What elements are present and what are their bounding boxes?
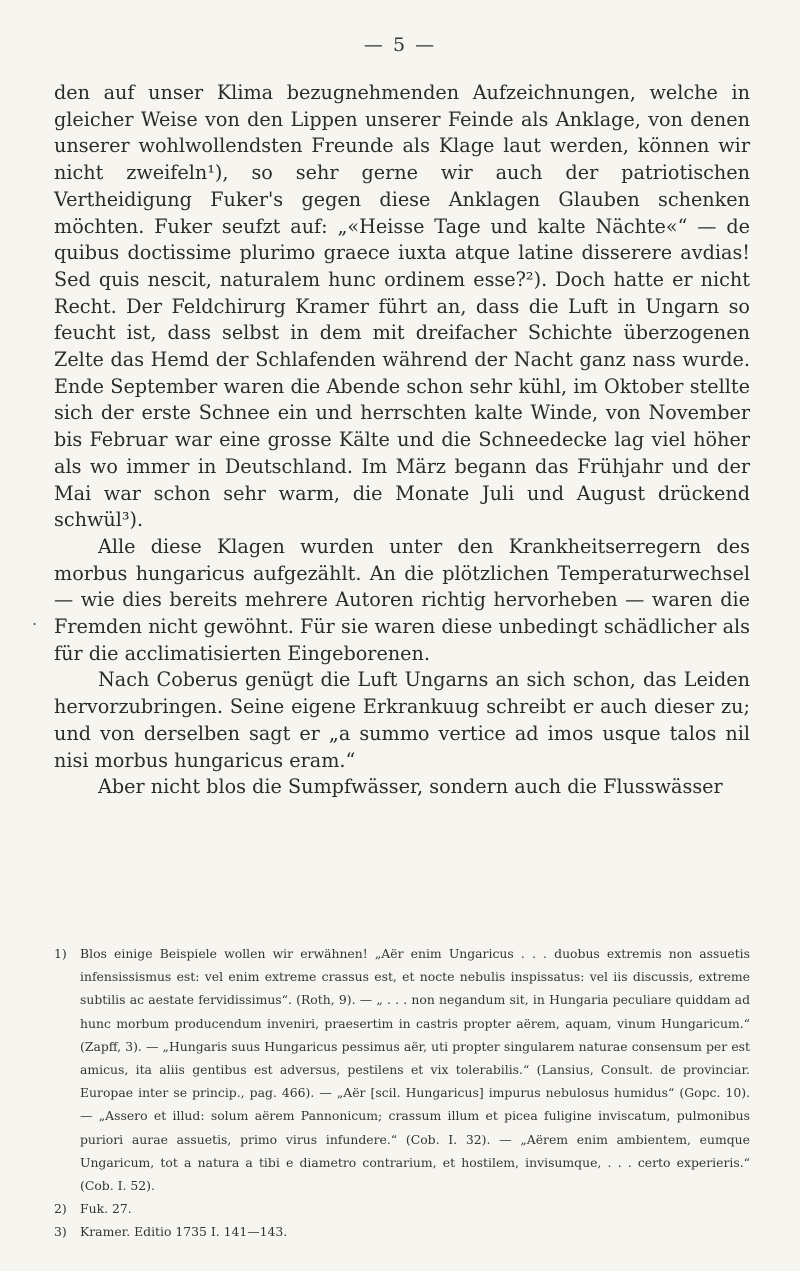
footnote-mark: 1) — [54, 946, 67, 961]
margin-mark: . — [32, 610, 38, 629]
page-number: — 5 — — [363, 34, 437, 56]
paragraph: Alle diese Klagen wurden unter den Krankheitserregern des morbus hungaricus aufgezählt. An die plötzlichen Temperaturwechsel — wie dies bereits mehrere Autoren richtig hervorheben — waren die Fremden nicht gewöhnt. Für sie waren diese unbedingt schädlicher als für die acclimatisierten Eingeborenen. — [54, 534, 750, 665]
main-text — [54, 80, 750, 801]
footnote — [54, 1220, 750, 1243]
footnotes — [54, 942, 750, 1244]
footnote-text: Blos einige Beispiele wollen wir erwähnen! „Aër enim Ungaricus . . . duobus extremis non assuetis infensissismus est: vel enim extreme crassus est, et nocte nebulis inspissatus: vel iis discussis, extreme subtilis ac aestate fervidissimus“. (Roth, 9). — „ . . . non negandum sit, in Hungaria peculiare quiddam ad hunc morbum producendum inveniri, praesertim in castris propter aërem, aquam, vinum Hungaricum.“ (Zapff, 3). — „Hungaris suus Hungaricus pessimus aër, uti propter singularem naturae consensum per est amicus, ita aliis gentibus est adversus, pestilens et vix tolerabilis.“ (Lansius, Consult. de provinciar. Europae inter se princip., pag. 466). — „Aër [scil. Hungaricus] impurus nebulosus humidus“ (Gopc. 10). — „Assero et illud: solum aërem Pannonicum; crassum illum et picea fuligine inviscatum, pulmonibus puriori aurae assuetis, primo virus infundere.“ (Cob. I. 32). — „Aërem enim ambientem, eumque Ungaricum, tot a natura a tibi e diametro contrarium, et hostilem, invisumque, . . . certo experieris.“ (Cob. I. 52). — [80, 946, 750, 1194]
footnote — [54, 1197, 750, 1220]
paragraph: Aber nicht blos die Sumpfwässer, sondern auch die Flusswässer — [98, 775, 723, 799]
footnote-text: Fuk. 27. — [80, 1201, 132, 1217]
paragraph: den auf unser Klima bezugnehmenden Aufzeichnungen, welche in gleicher Weise von den Lippen unserer Feinde als Anklage, von denen unserer wohlwollendsten Freunde als Klage laut werden, können wir nicht zweifeln¹), so sehr gerne wir auch der patriotischen Vertheidigung Fuker's gegen diese Anklagen Glauben schenken möchten. Fuker seufzt auf: „«Heisse Tage und kalte Nächte«“ — de quibus doctissime plurimo graece iuxta atque latine disserere avdias! Sed quis nescit, naturalem hunc ordinem esse?²). Doch hatte er nicht Recht. Der Feldchirurg Kramer führt an, dass die Luft in Ungarn so feucht ist, dass selbst in dem mit dreifacher Schichte überzogenen Zelte das Hemd der Schlafenden während der Nacht ganz nass wurde. Ende September waren die Abende schon sehr kühl, im Oktober stellte sich der erste Schnee ein und herrschten kalte Winde, von November bis Februar war eine grosse Kälte und die Schneedecke lag viel höher als wo immer in Deutschland. Im März begann das Frühjahr und der Mai war schon sehr warm, die Monate Juli und August drückend schwül³). — [54, 81, 750, 532]
footnote-mark: 2) — [54, 1201, 67, 1217]
footnote-text: Kramer. Editio 1735 I. 141—143. — [80, 1224, 288, 1240]
paragraph: Nach Coberus genügt die Luft Ungarns an sich schon, das Leiden hervorzubringen. Seine eigene Erkrankuug schreibt er auch dieser zu; und von derselben sagt er „a summo vertice ad imos usque talos nil nisi morbus hungaricus eram.“ — [54, 668, 750, 772]
footnote-mark: 3) — [54, 1224, 67, 1240]
footnote — [54, 942, 750, 1197]
